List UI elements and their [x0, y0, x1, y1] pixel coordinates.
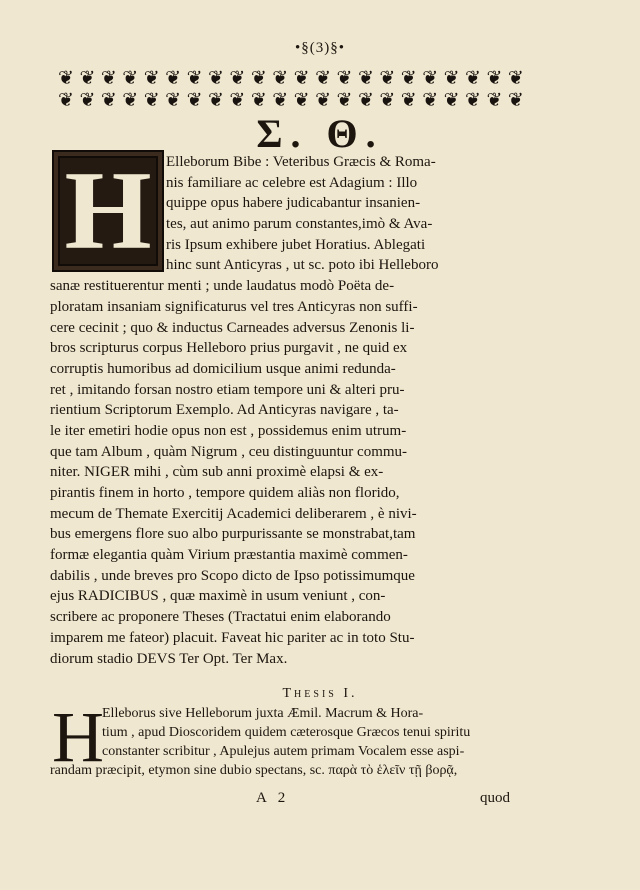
- thesis-line: tium , apud Dioscoridem quidem cæterosque Græcos tenui spiritu: [102, 725, 471, 740]
- fleuron-icon: ❦: [229, 90, 246, 111]
- text-line: diorum stadio DEVS Ter Opt. Ter Max.: [50, 650, 288, 667]
- fleuron-icon: ❦: [100, 90, 117, 111]
- text-line: le iter emetiri hodie opus non est , possidemus enim utrum-: [50, 422, 407, 439]
- fleuron-icon: ❦: [165, 68, 182, 89]
- fleuron-icon: ❦: [79, 90, 96, 111]
- fleuron-icon: ❦: [250, 68, 267, 89]
- text-line: pirantis finem in horto , tempore quidem aliàs non florido,: [50, 485, 400, 501]
- text-line: nis familiare ac celebre est Adagium : Illo: [166, 174, 418, 191]
- text-line: corruptis humoribus ad domicilium usque animi redunda-: [50, 360, 396, 377]
- fleuron-icon: ❦: [357, 68, 374, 89]
- thesis-line: constanter scribitur , Apulejus autem primam Vocalem esse aspi-: [102, 744, 465, 759]
- fleuron-icon: ❦: [100, 68, 117, 89]
- section-title: Σ. Θ.: [256, 111, 384, 156]
- fleuron-icon: ❦: [207, 90, 224, 111]
- text-line: ris Ipsum exhibere jubet Horatius. Ablegati: [166, 236, 426, 253]
- thesis-heading: Thesis I.: [282, 686, 358, 701]
- catchword: quod: [480, 790, 510, 806]
- text-line: tes, aut animo parum constantes,imò & Ava-: [166, 216, 433, 233]
- thesis-line: randam præcipit, etymon sine dubio spectans, sc. παρὰ τὸ ἑλεῖν τῇ βορᾷ,: [50, 763, 458, 778]
- thesis-initial: H: [52, 697, 104, 777]
- fleuron-icon: ❦: [293, 90, 310, 111]
- fleuron-icon: ❦: [122, 68, 139, 89]
- fleuron-icon: ❦: [272, 68, 289, 89]
- fleuron-icon: ❦: [58, 68, 74, 89]
- text-line: que tam Album , quàm Nigrum , ceu distinguuntur commu-: [50, 443, 408, 460]
- fleuron-icon: ❦: [379, 68, 396, 89]
- text-line: niter. NIGER mihi , cùm sub anni proximè elapsi & ex-: [50, 464, 384, 481]
- fleuron-icon: ❦: [357, 90, 374, 111]
- fleuron-icon: ❦: [186, 90, 203, 111]
- ornament-band-top: [56, 68, 526, 90]
- signature-mark: A 2: [256, 790, 290, 806]
- fleuron-icon: ❦: [465, 68, 481, 89]
- fleuron-icon: ❦: [422, 90, 439, 111]
- fleuron-icon: ❦: [122, 90, 139, 111]
- fleuron-icon: ❦: [293, 68, 310, 89]
- fleuron-icon: ❦: [486, 90, 503, 111]
- fleuron-icon: ❦: [186, 68, 203, 89]
- fleuron-icon: ❦: [507, 68, 524, 89]
- text-line: mecum de Themate Exercitij Academici deliberarem , è nivi-: [50, 505, 417, 522]
- fleuron-icon: ❦: [58, 90, 74, 111]
- text-line: imparem me fateor) placuit. Faveat hic pariter ac in toto Stu-: [50, 629, 415, 646]
- fleuron-icon: ❦: [143, 90, 160, 111]
- fleuron-icon: ❦: [315, 68, 332, 89]
- fleuron-icon: ❦: [207, 68, 224, 89]
- text-line: cere cecinit ; quo & inductus Carneades adversus Zenonis li-: [50, 319, 415, 336]
- fleuron-icon: ❦: [229, 68, 246, 89]
- fleuron-icon: ❦: [336, 90, 353, 111]
- fleuron-icon: ❦: [250, 90, 267, 111]
- text-line: ejus RADICIBUS , quæ maximè in usum veniunt , con-: [50, 588, 386, 605]
- fleuron-icon: ❦: [143, 68, 160, 89]
- text-line: bros scripturus corpus Helleboro prius purgavit , ne quid ex: [50, 340, 408, 357]
- fleuron-icon: ❦: [465, 90, 481, 111]
- thesis-text: [50, 697, 530, 780]
- text-line: ret , imitando forsan nostro etiam tempore uni & alteri pru-: [50, 381, 405, 398]
- fleuron-icon: ❦: [165, 90, 182, 111]
- fleuron-icon: ❦: [315, 90, 332, 111]
- text-line: bus emergens flore suo albo purpurissante se monstrabat,tam: [50, 526, 416, 543]
- fleuron-icon: ❦: [379, 90, 396, 111]
- initial-letter: H: [64, 149, 152, 273]
- ornament-band-bottom: [56, 90, 526, 112]
- text-line: ploratam insaniam significaturus vel tres Anticyras non suffi-: [50, 298, 418, 315]
- body-text: [50, 152, 530, 669]
- fleuron-icon: ❦: [443, 90, 460, 111]
- fleuron-icon: ❦: [486, 68, 503, 89]
- text-line: scribere ac proponere Theses (Tractatui enim elaborando: [50, 609, 391, 626]
- fleuron-icon: ❦: [507, 90, 524, 111]
- text-line: sanæ restituerentur menti ; unde laudatus modò Poëta de-: [50, 278, 395, 295]
- thesis-line: Elleborus sive Helleborum juxta Æmil. Macrum & Hora-: [102, 706, 424, 721]
- fleuron-icon: ❦: [272, 90, 289, 111]
- fleuron-icon: ❦: [422, 68, 439, 89]
- page-header: •§(3)§•: [295, 40, 345, 56]
- fleuron-icon: ❦: [443, 68, 460, 89]
- fleuron-icon: ❦: [336, 68, 353, 89]
- fleuron-icon: ❦: [79, 68, 96, 89]
- text-line: dabilis , unde breves pro Scopo dicto de Ipso potissimumque: [50, 567, 415, 584]
- text-line: formæ elegantia quàm Virium præstantia maximè commen-: [50, 547, 408, 564]
- text-line: Elleborum Bibe : Veteribus Græcis & Roma-: [166, 154, 436, 170]
- text-line: hinc sunt Anticyras , ut sc. poto ibi Helleboro: [166, 257, 439, 274]
- text-line: quippe opus habere judicabantur insanien-: [166, 195, 421, 212]
- fleuron-icon: ❦: [400, 90, 417, 111]
- text-line: rientium Scriptorum Exemplo. Ad Anticyras navigare , ta-: [50, 402, 399, 419]
- fleuron-icon: ❦: [400, 68, 417, 89]
